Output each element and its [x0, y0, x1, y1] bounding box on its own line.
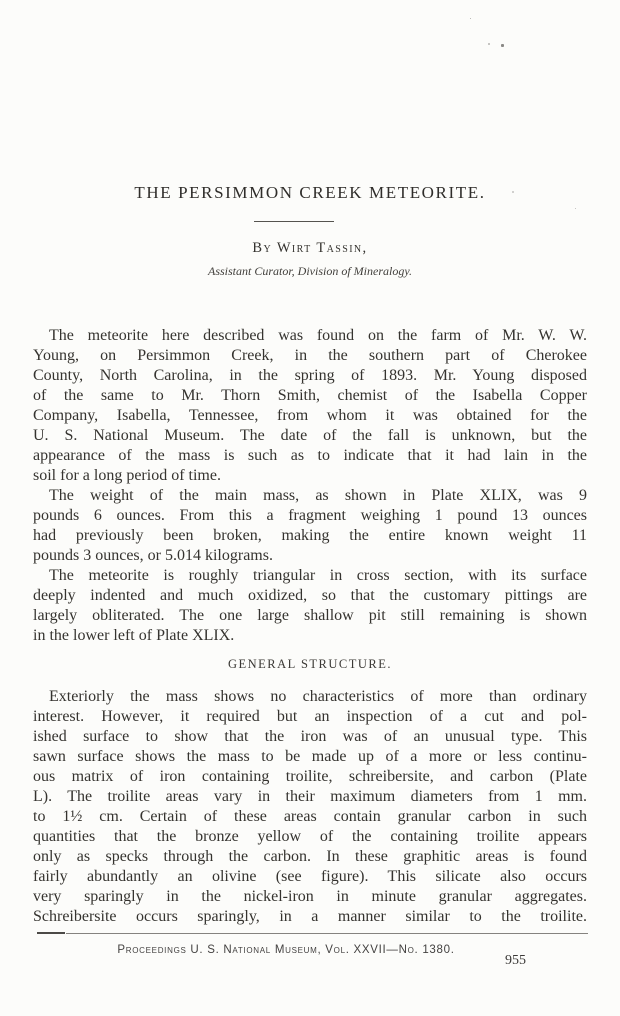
text-line: very sparingly in the nickel-iron in minute granular aggregates. — [33, 888, 587, 905]
text-line: largely obliterated. The one large shallow pit still remaining is shown — [33, 607, 587, 624]
text-line: The meteorite here described was found on the farm of Mr. W. W. — [49, 327, 587, 344]
article-body — [33, 326, 587, 927]
text-line: sawn surface shows the mass to be made up of a more or less continu- — [33, 748, 587, 765]
page-number: 955 — [505, 953, 526, 968]
title-divider-rule — [254, 221, 334, 222]
text-line: County, North Carolina, in the spring of 1893. Mr. Young disposed — [33, 367, 587, 384]
text-line: The weight of the main mass, as shown in Plate XLIX, was 9 — [49, 487, 587, 504]
text-line: pounds 6 ounces. From this a fragment weighing 1 pound 13 ounces — [33, 507, 587, 524]
text-line: Company, Isabella, Tennessee, from whom it was obtained for the — [33, 407, 587, 424]
text-line: quantities that the bronze yellow of the containing troilite appears — [33, 828, 587, 845]
footer-rule-dash — [37, 932, 65, 934]
paragraph — [33, 326, 587, 486]
byline-role: Assistant Curator, Division of Mineralogy. — [207, 264, 412, 278]
text-line: appearance of the mass is such as to indicate that it had lain in the — [33, 447, 587, 464]
text-line: Young, on Persimmon Creek, in the southern part of Cherokee — [33, 347, 587, 364]
scan-speck — [488, 43, 490, 45]
text-line: ished surface to show that the iron was of an unusual type. This — [33, 728, 587, 745]
text-line: pounds 3 ounces, or 5.014 kilograms. — [33, 547, 273, 564]
paragraph — [33, 566, 587, 646]
text-line: The meteorite is roughly triangular in cross section, with its surface — [49, 567, 587, 584]
text-line: interest. However, it required but an inspection of a cut and pol- — [33, 708, 587, 725]
text-line: Exteriorly the mass shows no characteristics of more than ordinary — [49, 688, 587, 705]
footer-rule — [66, 933, 588, 934]
text-line: had previously been broken, making the entire known weight 11 — [33, 527, 587, 544]
scan-speck — [575, 208, 576, 209]
text-line: L). The troilite areas vary in their maximum diameters from 1 mm. — [33, 788, 587, 805]
text-line: fairly abundantly an olivine (see figure). This silicate also occurs — [33, 868, 587, 885]
text-line: soil for a long period of time. — [33, 467, 221, 484]
text-line: to 1½ cm. Certain of these areas contain granular carbon in such — [33, 808, 587, 825]
byline: By Wirt Tassin, — [252, 240, 368, 256]
text-line: Schreibersite occurs sparingly, in a manner similar to the troilite. — [33, 908, 587, 925]
scan-speck — [501, 44, 504, 47]
text-line: deeply indented and much oxidized, so that the customary pittings are — [33, 587, 587, 604]
footer-citation: Proceedings U. S. National Museum, Vol. XXVII—No. 1380. — [117, 944, 455, 956]
text-line: of the same to Mr. Thorn Smith, chemist of the Isabella Copper — [33, 387, 587, 404]
text-line: ous matrix of iron containing troilite, schreibersite, and carbon (Plate — [33, 768, 587, 785]
paragraph — [33, 687, 587, 927]
page-title: THE PERSIMMON CREEK METEORITE. — [134, 183, 486, 202]
text-line: only as specks through the carbon. In these graphitic areas is found — [33, 848, 587, 865]
text-line: U. S. National Museum. The date of the fall is unknown, but the — [33, 427, 587, 444]
paragraph — [33, 486, 587, 566]
section-heading: GENERAL STRUCTURE. — [227, 657, 393, 671]
scan-speck — [470, 18, 471, 19]
text-line: in the lower left of Plate XLIX. — [33, 627, 235, 644]
